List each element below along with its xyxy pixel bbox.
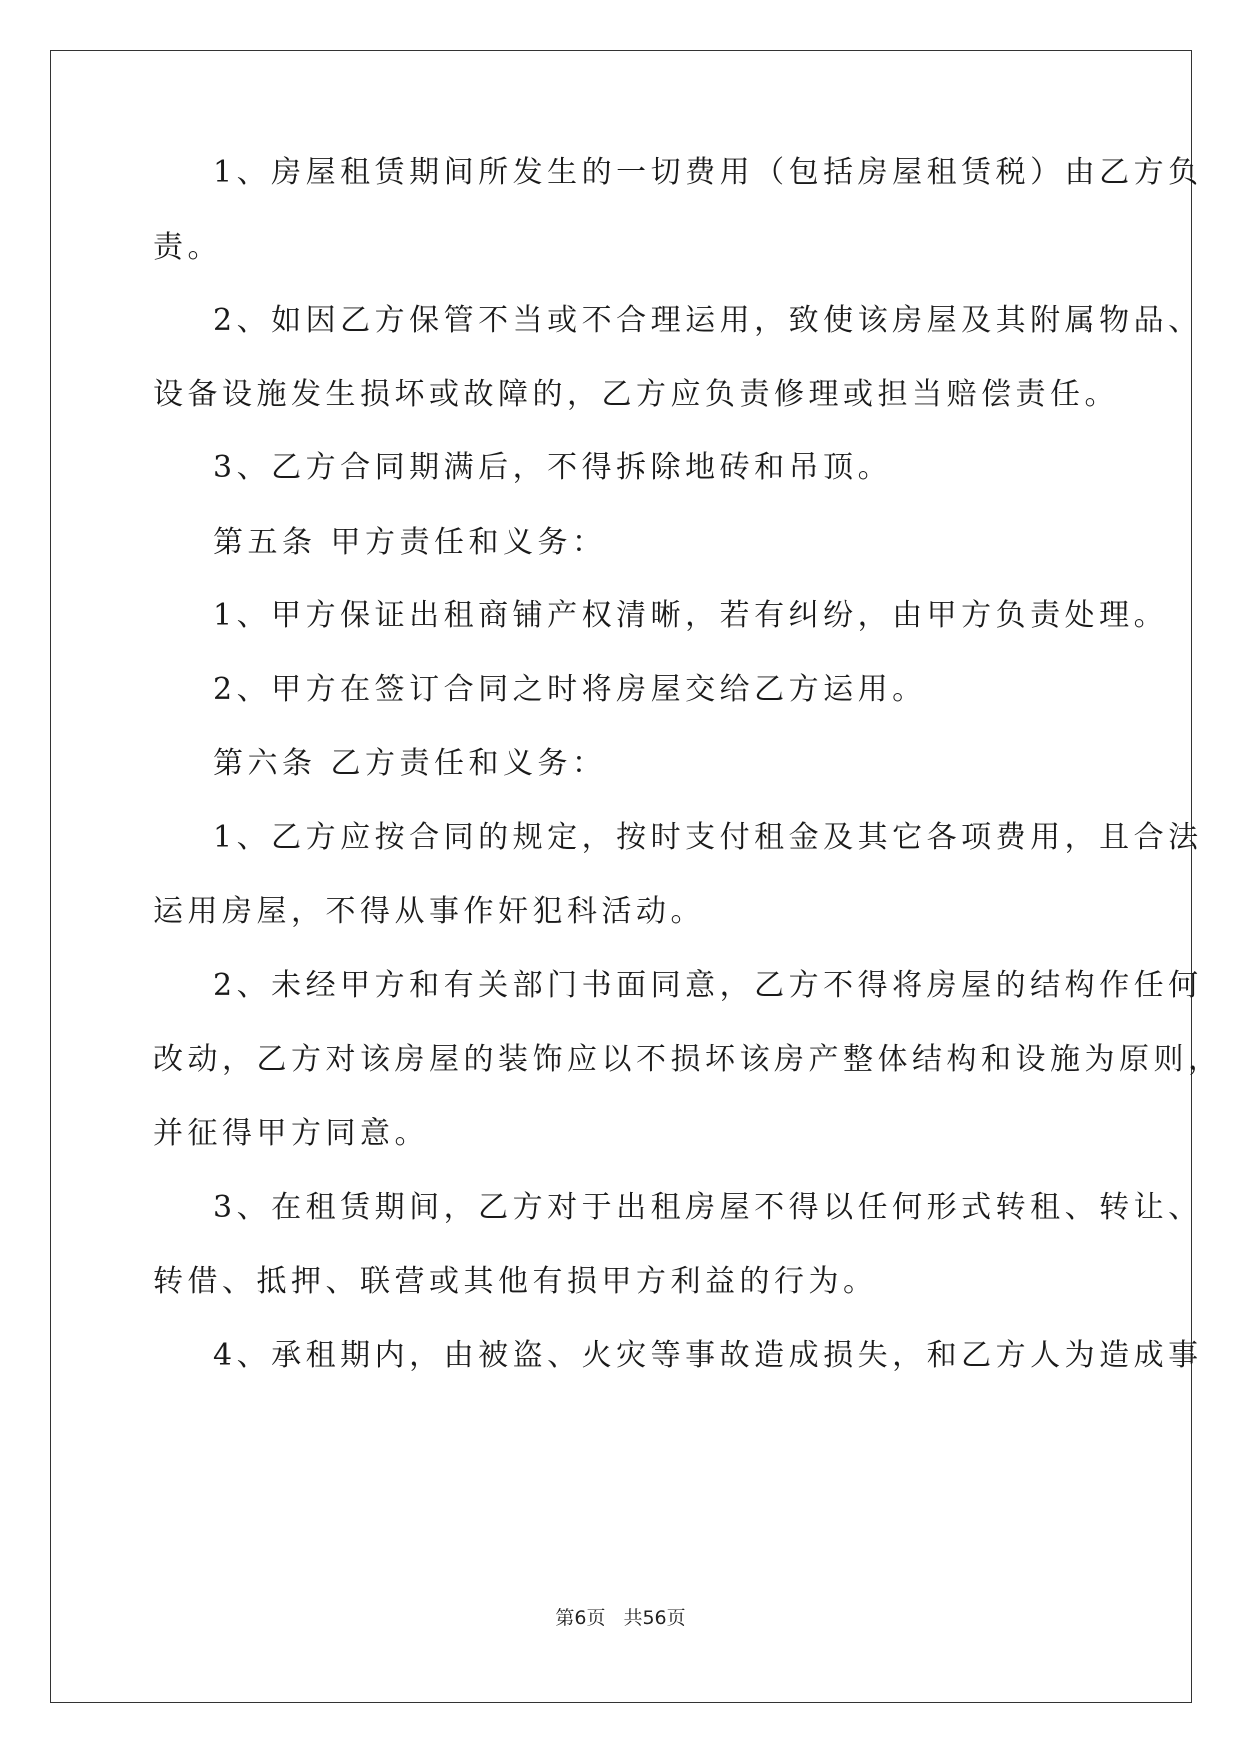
section-heading: 第六条 乙方责任和义务：	[213, 746, 607, 781]
paragraph-line: 3、在租赁期间，乙方对于出租房屋不得以任何形式转租、转让、	[213, 1190, 1203, 1225]
page-footer	[0, 1603, 1241, 1630]
paragraph-line: 2、甲方在签订合同之时将房屋交给乙方运用。	[213, 672, 927, 707]
paragraph-line: 责。	[153, 230, 222, 265]
current-page-label: 第6页	[555, 1607, 606, 1629]
paragraph-line: 并征得甲方同意。	[153, 1116, 429, 1151]
paragraph-line: 1、甲方保证出租商铺产权清晰，若有纠纷，由甲方负责处理。	[213, 598, 1169, 633]
paragraph-line: 2、如因乙方保管不当或不合理运用，致使该房屋及其附属物品、	[213, 303, 1203, 338]
paragraph-line: 1、房屋租赁期间所发生的一切费用（包括房屋租赁税）由乙方负	[213, 155, 1203, 190]
paragraph-line: 运用房屋，不得从事作奸犯科活动。	[153, 894, 705, 929]
paragraph-line: 转借、抵押、联营或其他有损甲方利益的行为。	[153, 1264, 878, 1299]
paragraph-line: 3、乙方合同期满后，不得拆除地砖和吊顶。	[213, 450, 893, 485]
total-pages-label: 共56页	[623, 1607, 686, 1629]
section-heading: 第五条 甲方责任和义务：	[213, 525, 607, 560]
paragraph-line: 设备设施发生损坏或故障的，乙方应负责修理或担当赔偿责任。	[153, 377, 1119, 412]
paragraph-line: 改动，乙方对该房屋的装饰应以不损坏该房产整体结构和设施为原则，	[153, 1042, 1223, 1077]
paragraph-line: 1、乙方应按合同的规定，按时支付租金及其它各项费用，且合法	[213, 820, 1203, 855]
paragraph-line: 2、未经甲方和有关部门书面同意，乙方不得将房屋的结构作任何	[213, 968, 1203, 1003]
page-border	[50, 50, 1192, 1703]
paragraph-line: 4、承租期内，由被盗、火灾等事故造成损失，和乙方人为造成事	[213, 1338, 1203, 1373]
